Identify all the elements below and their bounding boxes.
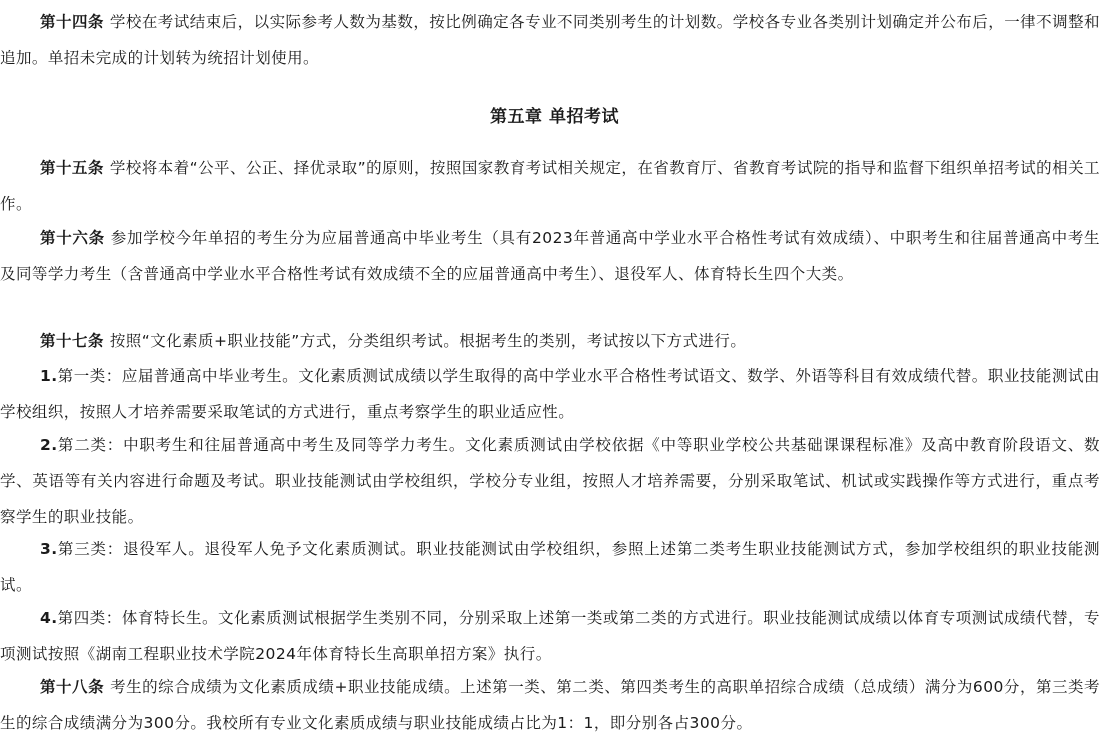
article-14-lead: 第十四条: [40, 13, 104, 31]
article-18-text: 考生的综合成绩为文化素质成绩+职业技能成绩。上述第一类、第二类、第四类考生的高职单招综合成绩（总成绩）满分为600分，第三类考生的综合成绩满分为300分。我校所有专业文化素质成绩与职业技能成绩占比为1：1，即分别各占300分。: [0, 678, 1100, 732]
item-4-text: 第四类：体育特长生。文化素质测试根据学生类别不同，分别采取上述第一类或第二类的方式进行。职业技能测试成绩以体育专项测试成绩代替，专项测试按照《湖南工程职业技术学院2024年体育特长生高职单招方案》执行。: [0, 609, 1100, 663]
article-14-text: 学校在考试结束后，以实际参考人数为基数，按比例确定各专业不同类别考生的计划数。学校各专业各类别计划确定并公布后，一律不调整和追加。单招未完成的计划转为统招计划使用。: [0, 13, 1100, 67]
article-18-lead: 第十八条: [40, 678, 105, 696]
item-3-number: 3.: [40, 540, 58, 558]
item-2: [0, 427, 1100, 535]
item-3: [0, 531, 1100, 603]
item-1-number: 1.: [40, 367, 58, 385]
item-1: [0, 358, 1100, 430]
article-15-lead: 第十五条: [40, 159, 104, 177]
item-4: [0, 600, 1100, 672]
item-2-text: 第二类：中职考生和往届普通高中考生及同等学力考生。文化素质测试由学校依据《中等职业学校公共基础课课程标准》及高中教育阶段语文、数学、英语等有关内容进行命题及考试。职业技能测试由学校组织，学校分专业组，按照人才培养需要，分别采取笔试、机试或实践操作等方式进行，重点考察学生的职业技能。: [0, 436, 1100, 526]
article-17: [0, 323, 1100, 359]
article-14: [0, 4, 1100, 76]
item-1-text: 第一类：应届普通高中毕业考生。文化素质测试成绩以学生取得的高中学业水平合格性考试语文、数学、外语等科目有效成绩代替。职业技能测试由学校组织，按照人才培养需要采取笔试的方式进行，重点考察学生的职业适应性。: [0, 367, 1100, 421]
article-17-lead: 第十七条: [40, 332, 104, 350]
article-15: [0, 150, 1100, 222]
item-3-text: 第三类：退役军人。退役军人免予文化素质测试。职业技能测试由学校组织，参照上述第二类考生职业技能测试方式，参加学校组织的职业技能测试。: [0, 540, 1100, 594]
article-16-lead: 第十六条: [40, 229, 105, 247]
article-16: [0, 220, 1100, 292]
article-15-text: 学校将本着“公平、公正、择优录取”的原则，按照国家教育考试相关规定，在省教育厅、省教育考试院的指导和监督下组织单招考试的相关工作。: [0, 159, 1100, 213]
article-18: [0, 669, 1100, 741]
item-4-number: 4.: [40, 609, 58, 627]
article-16-text: 参加学校今年单招的考生分为应届普通高中毕业考生（具有2023年普通高中学业水平合格性考试有效成绩）、中职考生和往届普通高中考生及同等学力考生（含普通高中学业水平合格性考试有效成绩不全的应届普通高中考生）、退役军人、体育特长生四个大类。: [0, 229, 1100, 283]
item-2-number: 2.: [40, 436, 58, 454]
chapter-title: 第五章 单招考试: [490, 107, 619, 127]
article-17-text: 按照“文化素质+职业技能”方式，分类组织考试。根据考生的类别，考试按以下方式进行。: [109, 332, 747, 350]
